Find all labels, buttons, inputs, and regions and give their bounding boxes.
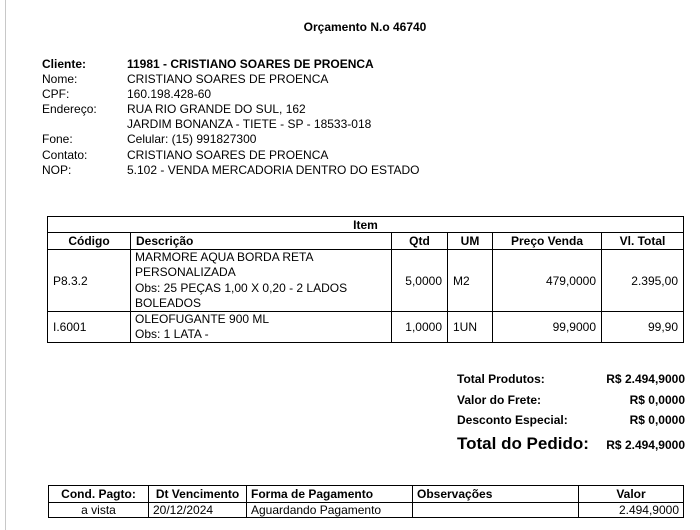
cell-codigo: P8.3.2: [48, 250, 131, 312]
field-label: Fone:: [42, 132, 73, 147]
name-row: [42, 72, 420, 87]
desc-line: MARMORE AQUA BORDA RETA: [135, 250, 314, 265]
field-label: Cliente:: [42, 57, 87, 71]
desc-line: Obs: 1 LATA -: [135, 327, 209, 342]
frete-value: R$ 0,0000: [629, 393, 685, 407]
customer-row: [42, 57, 420, 72]
field-label: Endereço:: [42, 102, 97, 117]
cell-descricao: [131, 312, 392, 343]
col-header-cond: Cond. Pagto:: [49, 486, 149, 503]
field-label: Contato:: [42, 147, 88, 162]
totals-block: [457, 372, 685, 454]
cell-descricao: [131, 250, 392, 312]
cell-total: 2.395,00: [602, 250, 684, 312]
field-value: 160.198.428-60: [127, 87, 212, 102]
cell-qtd: 5,0000: [392, 250, 448, 312]
cell-qtd: 1,0000: [392, 312, 448, 343]
cell-vencimento: 20/12/2024: [149, 503, 247, 518]
cell-codigo: I.6001: [48, 312, 131, 343]
field-value: RUA RIO GRANDE DO SUL, 162: [127, 102, 306, 117]
frete-row: [457, 393, 685, 413]
field-value: CRISTIANO SOARES DE PROENCA: [127, 72, 329, 87]
address-row: [42, 102, 420, 117]
total-produtos-value: R$ 2.494,9000: [606, 372, 685, 386]
cell-preco: 99,9000: [493, 312, 602, 343]
desconto-label: Desconto Especial:: [457, 413, 568, 427]
col-header-obs: Observações: [413, 486, 579, 503]
col-header-um: UM: [448, 233, 493, 250]
cell-valor: 2.494,9000: [579, 503, 684, 518]
col-header-forma: Forma de Pagamento: [247, 486, 413, 503]
table-row: [48, 250, 684, 312]
desconto-row: [457, 413, 685, 434]
desc-line: OLEOFUGANTE 900 ML: [135, 312, 270, 326]
cell-obs: [413, 503, 579, 518]
desconto-value: R$ 0,0000: [629, 413, 685, 427]
contact-row: [42, 148, 420, 163]
field-value: CRISTIANO SOARES DE PROENCA: [127, 147, 329, 162]
col-header-vencimento: Dt Vencimento: [149, 486, 247, 503]
items-caption: Item: [48, 217, 684, 233]
address-row-2: [42, 117, 420, 132]
items-table: [47, 216, 684, 343]
cell-forma: Aguardando Pagamento: [247, 503, 413, 518]
field-label: [42, 117, 127, 132]
table-row: [49, 503, 684, 518]
col-header-descricao: Descrição: [131, 233, 392, 250]
field-label: Nome:: [42, 72, 78, 87]
cell-um: M2: [448, 250, 493, 312]
field-label: NOP:: [42, 162, 72, 177]
col-header-codigo: Código: [48, 233, 131, 250]
desc-line: BOLEADOS: [135, 295, 202, 310]
cell-cond: a vista: [49, 503, 149, 518]
field-value: Celular: (15) 991827300: [127, 132, 257, 147]
nop-row: [42, 163, 420, 178]
customer-info: [42, 57, 420, 178]
table-row: [48, 312, 684, 343]
total-produtos-label: Total Produtos:: [457, 372, 545, 386]
total-pedido-label: Total do Pedido:: [457, 434, 589, 453]
total-pedido-row: [457, 434, 685, 454]
page-title: Orçamento N.o 46740: [303, 20, 427, 34]
col-header-qtd: Qtd: [392, 233, 448, 250]
payment-table: [48, 485, 684, 518]
cell-preco: 479,0000: [493, 250, 602, 312]
page-border: [5, 0, 6, 530]
field-value: 5.102 - VENDA MERCADORIA DENTRO DO ESTADO: [127, 162, 420, 177]
total-pedido-value: R$ 2.494,9000: [606, 438, 685, 452]
cpf-row: [42, 87, 420, 102]
col-header-preco: Preço Venda: [493, 233, 602, 250]
col-header-valor: Valor: [579, 486, 684, 503]
field-value: 11981 - CRISTIANO SOARES DE PROENCA: [127, 57, 374, 71]
cell-total: 99,90: [602, 312, 684, 343]
frete-label: Valor do Frete:: [457, 393, 542, 407]
phone-row: [42, 132, 420, 147]
desc-line: Obs: 25 PEÇAS 1,00 X 0,20 - 2 LADOS: [135, 280, 348, 295]
col-header-total: Vl. Total: [602, 233, 684, 250]
cell-um: 1UN: [448, 312, 493, 343]
field-label: CPF:: [42, 87, 70, 102]
desc-line: PERSONALIZADA: [135, 265, 236, 280]
total-produtos-row: [457, 372, 685, 393]
field-value: JARDIM BONANZA - TIETE - SP - 18533-018: [127, 117, 372, 132]
